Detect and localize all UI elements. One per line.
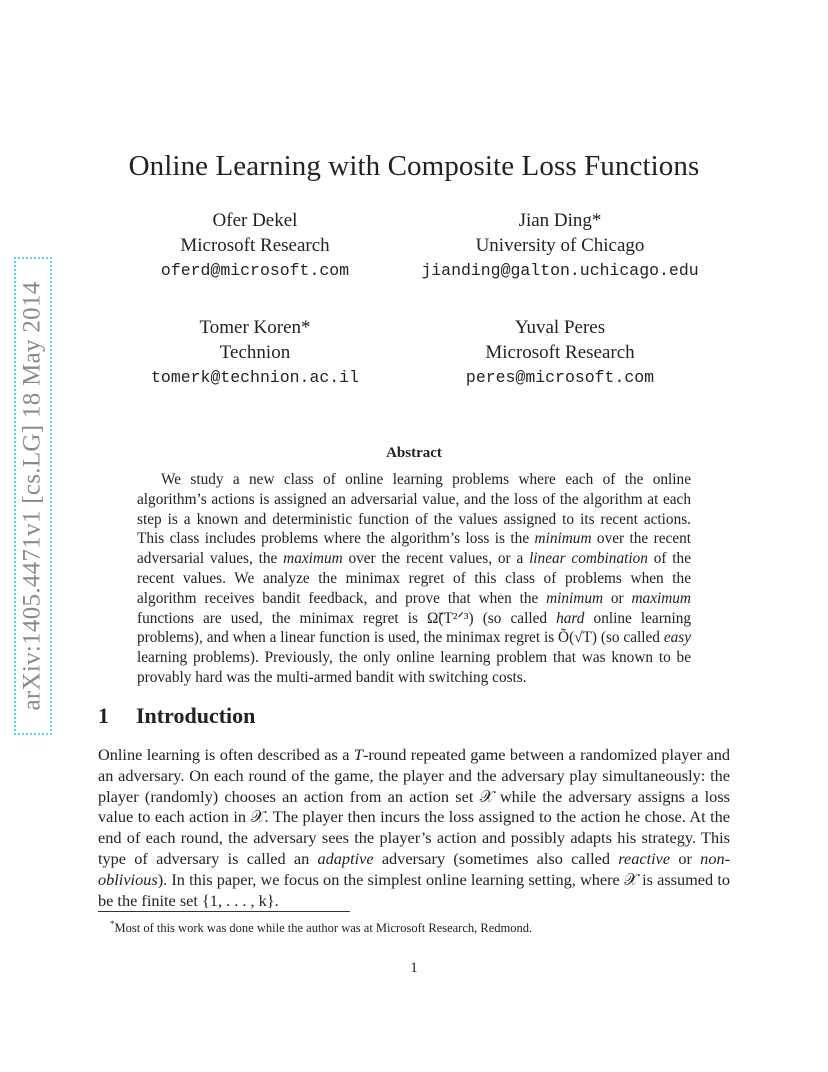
- body-text: adversary (sometimes also called: [373, 848, 619, 868]
- emphasis: hard: [556, 609, 585, 627]
- math-expression: Ω̃(T²ᐟ³): [427, 609, 474, 627]
- math-variable: 𝒳: [479, 786, 494, 806]
- emphasis: minimum: [546, 589, 604, 607]
- body-text: .: [274, 890, 279, 910]
- body-text: ). In this paper, we focus on the simplest online learning setting, where: [157, 869, 624, 889]
- body-text: or: [670, 848, 701, 868]
- page-number: 1: [410, 960, 418, 976]
- author-block: [130, 315, 380, 390]
- abstract-text: functions are used, the minimax regret is: [137, 609, 428, 627]
- author-name: Ofer Dekel: [212, 210, 298, 231]
- author-block: [410, 315, 710, 390]
- abstract-text: We study a new class of online learning problems where each of the online algorithm’s actions is assigned an adversarial value, and the loss of the algorithm at each step is a known and deterministic function of the values assigned to its recent actions. This class includes problems where the algorithm’s loss is the: [137, 471, 691, 548]
- section-number: 1: [98, 703, 109, 728]
- footnote-text: Most of this work was done while the author was at Microsoft Research, Redmond.: [114, 921, 533, 936]
- author-block: [410, 208, 710, 283]
- footnote-divider: [98, 911, 350, 912]
- emphasis: adaptive: [317, 848, 374, 868]
- author-affiliation: University of Chicago: [475, 235, 645, 256]
- body-text: Online learning is often described as a: [98, 745, 354, 764]
- section-heading: [98, 703, 255, 729]
- math-variable: 𝒳: [250, 807, 265, 827]
- emphasis: minimum: [534, 530, 592, 548]
- abstract-text: of the recent values. We analyze the minimax regret of this class of problems when the algorithm receives bandit feedback, and prove that when the: [137, 550, 691, 607]
- body-text: is assumed to be the finite set: [98, 869, 730, 910]
- math-variable: T: [353, 745, 363, 764]
- math-variable: 𝒳: [623, 869, 638, 889]
- section-title: Introduction: [136, 703, 256, 728]
- author-affiliation: Microsoft Research: [485, 342, 635, 363]
- author-email: peres@microsoft.com: [465, 368, 655, 387]
- abstract-text: over the recent values, or a: [342, 550, 530, 568]
- abstract-text: over the recent adversarial values, the: [137, 530, 692, 568]
- arxiv-identifier: arXiv:1405.4471v1 [cs.LG] 18 May 2014: [19, 281, 46, 711]
- body-text: -round repeated game between a randomized player and an adversary. On each round of the game, the player and the adversary play simultaneously: the player (randomly) chooses an action from an action set: [98, 745, 730, 806]
- math-expression: Õ(√T): [558, 629, 597, 647]
- paper-title: Online Learning with Composite Loss Functions: [128, 150, 700, 182]
- author-email: oferd@microsoft.com: [160, 261, 350, 280]
- abstract-text: (so called: [473, 609, 557, 627]
- abstract-text: or: [603, 589, 632, 607]
- abstract-text: online learning problems), and when a linear function is used, the minimax regret is: [137, 609, 691, 647]
- author-block: [130, 208, 380, 283]
- author-email: jianding@galton.uchicago.edu: [421, 261, 699, 280]
- body-text: . The player then incurs the loss assigned to the action he chose. At the end of each round, the adversary sees the player’s action and possibly adapts his strategy. This type of adversary is called an: [98, 807, 730, 868]
- footnote-mark: *: [110, 919, 115, 929]
- abstract-text: learning problems). Previously, the only online learning problem that was known to be provably hard was the multi-armed bandit with switching costs.: [137, 649, 691, 686]
- emphasis: easy: [663, 629, 691, 647]
- author-name: Yuval Peres: [514, 317, 606, 338]
- author-affiliation: Technion: [219, 342, 291, 363]
- abstract-body: [137, 470, 691, 688]
- emphasis: reactive: [618, 848, 671, 868]
- body-text: while the adversary assigns a loss value to each action in: [98, 786, 730, 827]
- abstract-text: (so called: [597, 629, 664, 647]
- abstract-heading: Abstract: [386, 445, 442, 461]
- emphasis: maximum: [283, 550, 343, 568]
- intro-paragraph: [98, 745, 730, 911]
- author-name: Jian Ding*: [518, 210, 602, 231]
- author-email: tomerk@technion.ac.il: [151, 368, 359, 387]
- arxiv-stamp: [14, 257, 52, 735]
- author-name: Tomer Koren*: [199, 317, 311, 338]
- math-expression: {1, . . . , k}: [201, 890, 275, 910]
- author-affiliation: Microsoft Research: [180, 235, 330, 256]
- emphasis: non-oblivious: [98, 848, 731, 889]
- emphasis: maximum: [631, 589, 691, 607]
- footnote: [110, 916, 730, 936]
- emphasis: linear combination: [529, 550, 648, 568]
